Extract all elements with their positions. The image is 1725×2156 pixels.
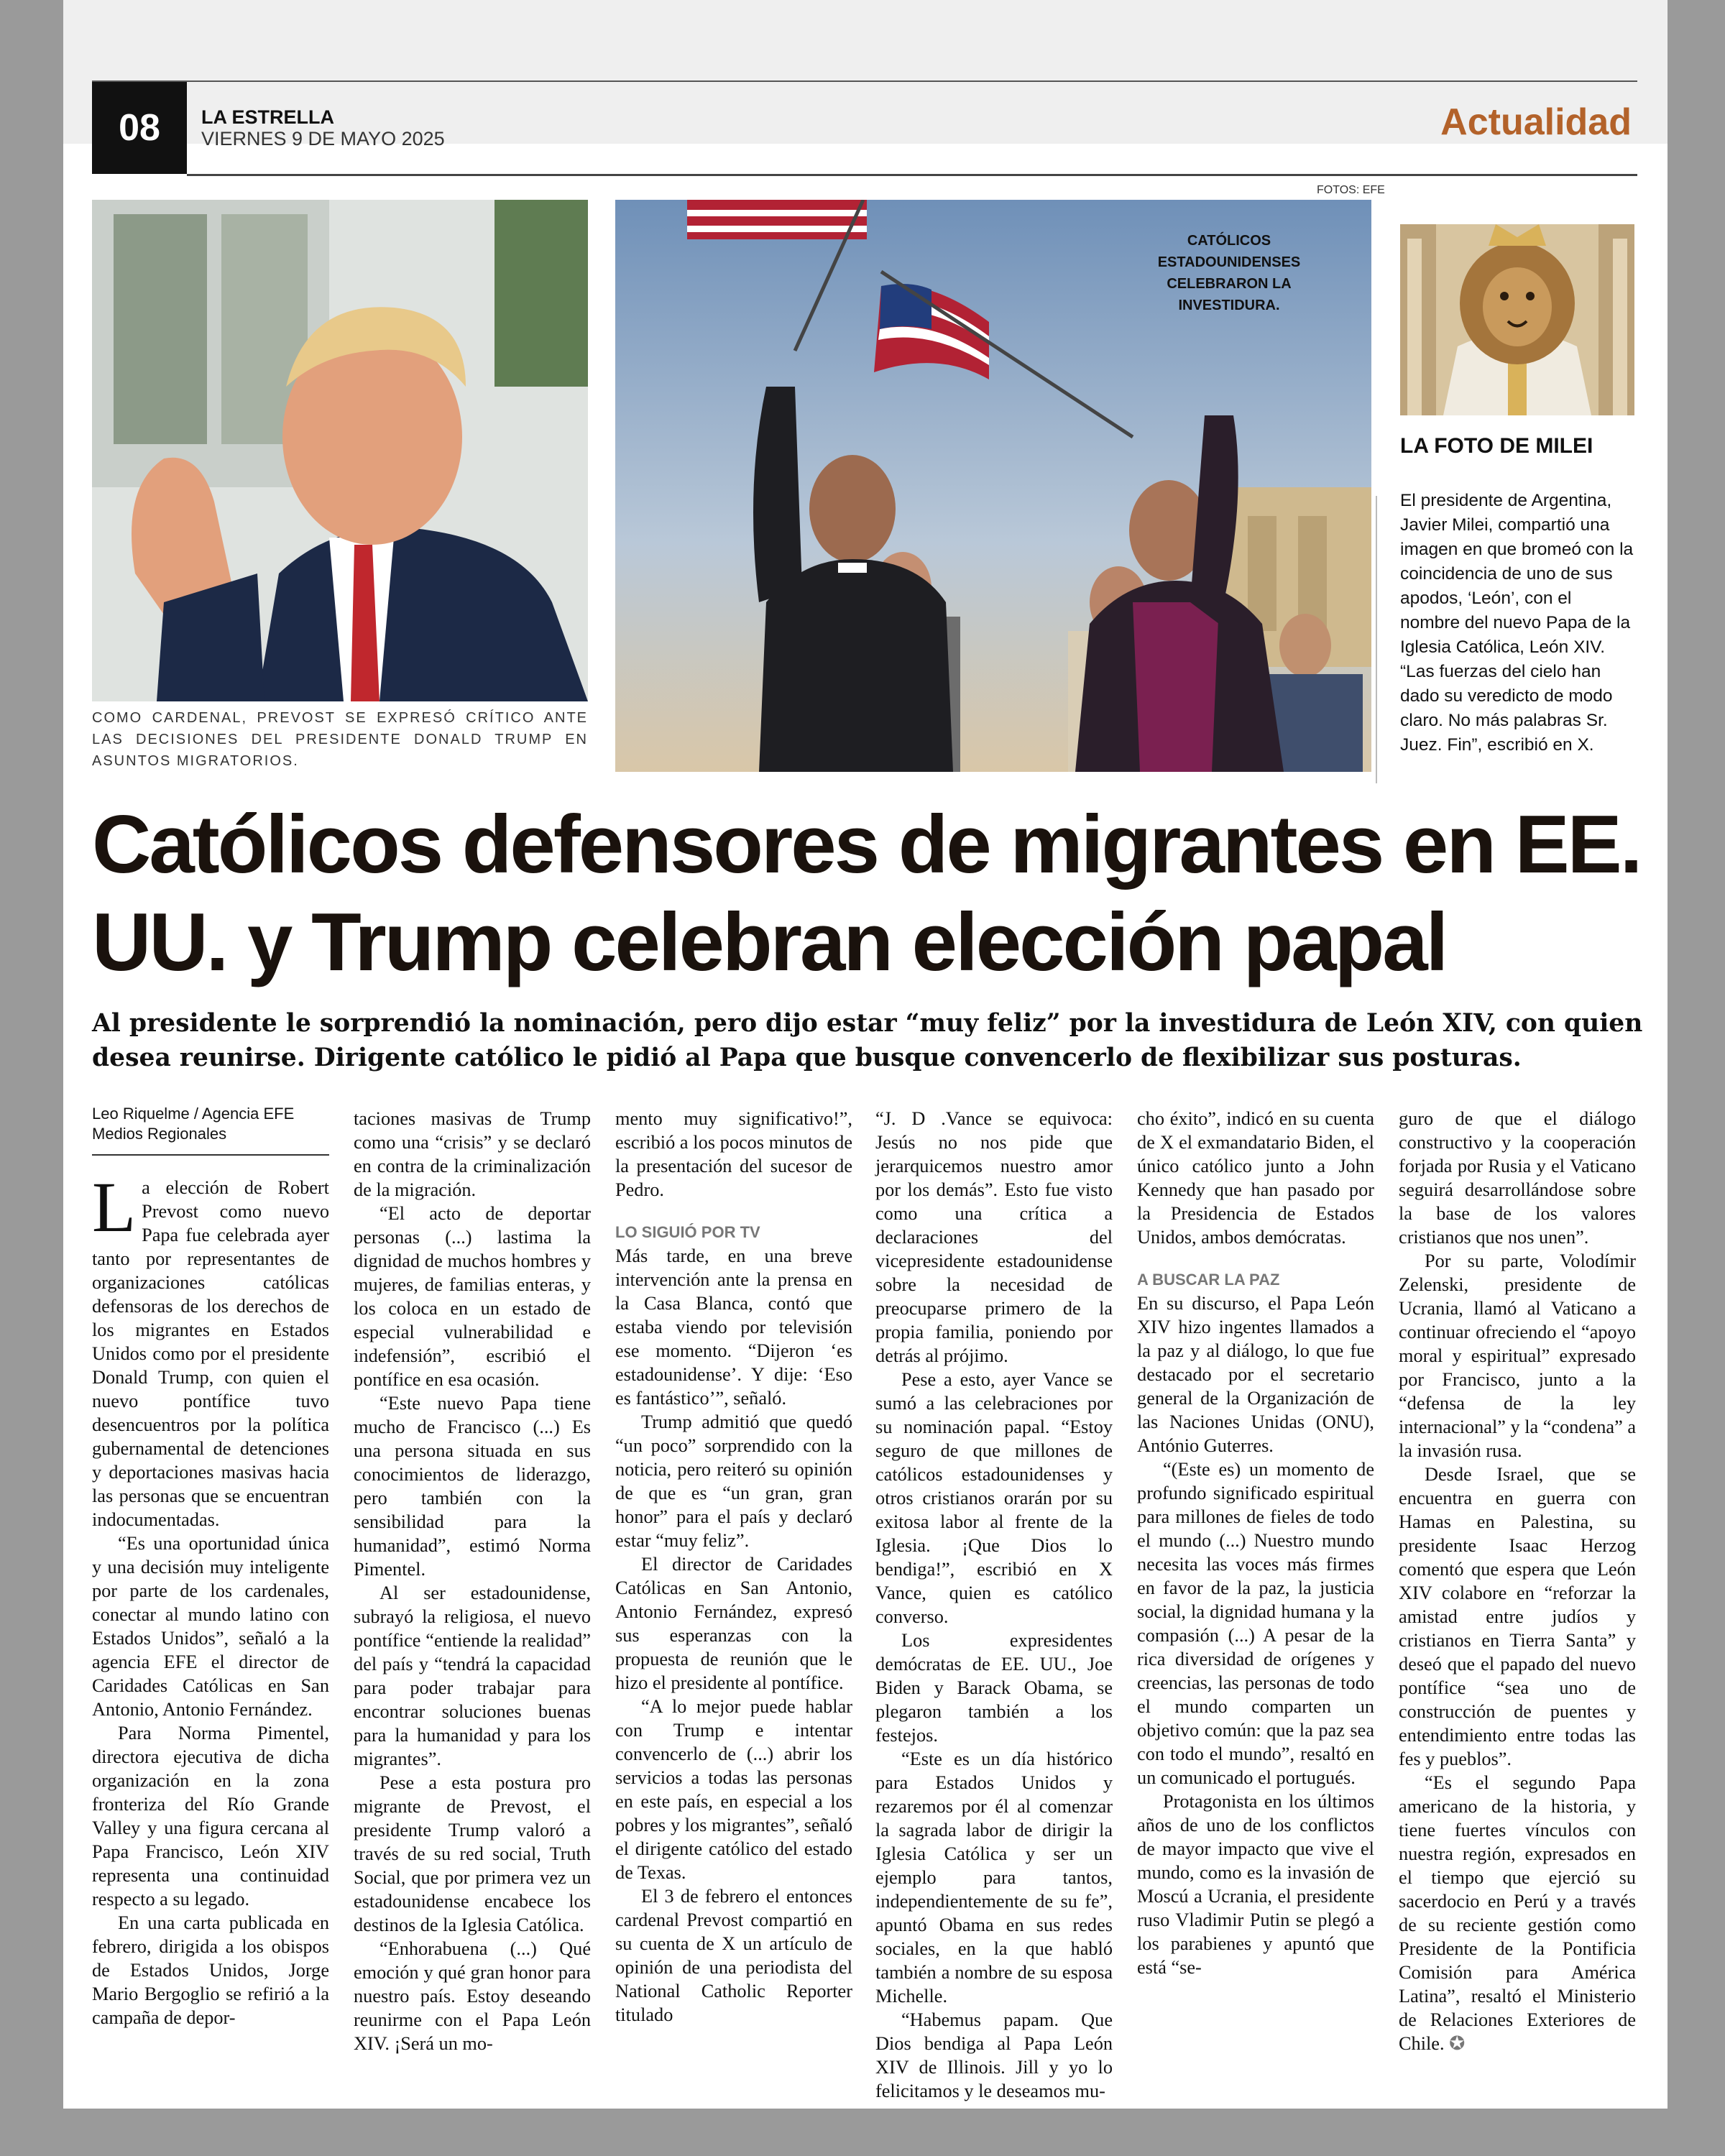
subhead: LO SIGUIÓ POR TV: [615, 1223, 760, 1241]
deck: Al presidente le sorprendió la nominación, pero dijo estar “muy feliz” por la investidura de León XIV, con quien desea reunirse. Dirigente católico le pidió al Papa que busque convencerlo de flexibilizar sus posturas.: [92, 1009, 1643, 1072]
paragraph: Pese a esta postura pro migrante de Prevost, el presidente Trump valoró a través de su red social, Truth Social, que por primera vez un estadounidense encabece los destinos de la Iglesia Católica.: [354, 1772, 591, 1935]
top-rule: [92, 80, 1637, 82]
byline-outlet: Medios Regionales: [92, 1125, 227, 1143]
byline: [92, 1104, 294, 1144]
paragraph: “Este es un día histórico para Estados Unidos y rezaremos por él al comenzar la sagrada labor de dirigir la Iglesia Católica y ser un ejemplo para tantos, independientemente de su fe”, apuntó Obama en sus redes sociales, en la que habló también a nombre de su esposa Michelle.: [875, 1749, 1113, 2007]
column-3: [615, 1107, 852, 2027]
paragraph: guro de que el diálogo constructivo y la cooperación forjada por Rusia y el Vaticano seguirá desarrollándose sobre la base de los valores cristianos que nos unen”.: [1399, 1108, 1636, 1248]
issue-date: VIERNES 9 DE MAYO 2025: [201, 128, 445, 149]
paragraph: Pese a esto, ayer Vance se sumó a las celebraciones por su nominación papal. “Estoy seguro de que millones de católicos estadounidenses y otros cristianos orarán por su exitosa labor al frente de la Iglesia. ¡Que Dios lo bendiga!”, escribió en X Vance, quien es católico converso.: [875, 1369, 1113, 1627]
column-2: [354, 1107, 591, 2055]
paragraph: Protagonista en los últimos años de uno de los conflictos de mayor impacto que vive el mundo, como es la invasión de Moscú a Ucrania, el presidente ruso Vladimir Putin se plegó a los parabienes y apuntó que está “se-: [1137, 1791, 1374, 1978]
paragraph: “Habemus papam. Que Dios bendiga al Papa León XIV de Illinois. Jill y yo lo felicitamos y le deseamos mu-: [875, 2009, 1113, 2101]
paragraph-text: a elección de Robert Prevost como nuevo Papa fue celebrada ayer tanto por representantes de organizaciones católicas defensoras de los derechos de los migrantes en Estados Unidos como por el presidente Donald Trump, con quien el nuevo pontífice tuvo desencuentros por la política gubernamental de detenciones y deportaciones masivas hacia las personas que se encuentran indocumentadas.: [92, 1177, 329, 1530]
milei-lion-photo: [1400, 224, 1634, 415]
paragraph: El 3 de febrero el entonces cardenal Prevost compartió en su cuenta de X un artículo de opinión de una periodista del National Catholic Reporter titulado: [615, 1886, 852, 2025]
column-4: [875, 1107, 1113, 2103]
paragraph: “J. D .Vance se equivoca: Jesús no nos pide que jerarquicemos nuestro amor por los demás”. Esto fue visto como una crítica a declaraciones del vicepresidente estadounidense sobre la necesidad de preocuparse primero de la propia familia, poniendo por detrás al prójimo.: [875, 1108, 1113, 1366]
paragraph: En su discurso, el Papa León XIV hizo ingentes llamados a la paz y al diálogo, lo que fue destacado por el secretario general de la Organización de las Naciones Unidas (ONU), António Guterres.: [1137, 1293, 1374, 1456]
paragraph: [92, 1167, 329, 1531]
column-6: [1399, 1107, 1636, 2055]
drop-cap: L: [92, 1167, 137, 1247]
paragraph: “Es una oportunidad única y una decisión muy inteligente por parte de los cardenales, conectar al mundo latino con Estados Unidos”, señaló a la agencia EFE el director de Caridades Católicas en San Antonio, Antonio Fernández.: [92, 1533, 329, 1720]
paragraph: Trump admitió que quedó “un poco” sorprendido con la noticia, pero reiteró su opinión de que es “un gran, gran honor” para el país y declaró estar “muy feliz”.: [615, 1411, 852, 1551]
paragraph: “El acto de deportar personas (...) lastima la dignidad de muchos hombres y mujeres, de familias enteras, y los coloca en un estado de especial vulnerabilidad e indefensión”, escribió el pontífice en esa ocasión.: [354, 1203, 591, 1390]
paragraph: Desde Israel, que se encuentra en guerra con Hamas en Palestina, su presidente Isaac Herzog comentó que espera que León XIV colabore en “reforzar la amistad entre judíos y cristianos en Tierra Santa” y deseó que el papado del nuevo pontífice “sea uno de construcción de puentes y entendimiento entre todas las fes y pueblos”.: [1399, 1464, 1636, 1769]
paragraph: El director de Caridades Católicas en San Antonio, Antonio Fernández, expresó sus esperanzas con la propuesta de reunión que le hizo el presidente al pontífice.: [615, 1554, 852, 1693]
paragraph: Al ser estadounidense, subrayó la religiosa, el nuevo pontífice “entiende la realidad” del país y “tendrá la capacidad para poder trabajar para encontrar soluciones buenas para la humanidad y para los migrantes”.: [354, 1583, 591, 1769]
page-number: 08: [92, 82, 187, 174]
column-5: [1137, 1107, 1374, 1979]
trump-photo-caption: COMO CARDENAL, PREVOST SE EXPRESÓ CRÍTICO ANTE LAS DECISIONES DEL PRESIDENTE DONALD TRUMP EN ASUNTOS MIGRATORIOS.: [92, 710, 588, 769]
paragraph-text: “Es el segundo Papa americano de la historia, y tiene fuertes vínculos con nuestra región, expresados en el tiempo que ejerció su sacerdocio en Perú y a través de su reciente gestión como Presidente de la Pontificia Comisión para América Latina”, resaltó el Ministerio de Relaciones Exteriores de Chile.: [1399, 1772, 1636, 2054]
sidebar-title: LA FOTO DE MILEI: [1400, 434, 1593, 458]
sidebar-divider: [1376, 496, 1377, 783]
paragraph: taciones masivas de Trump como una “crisis” y se declaró en contra de la criminalización de la migración.: [354, 1108, 591, 1200]
paragraph: “(Este es) un momento de profundo significado espiritual para millones de fieles de todo el mundo (...) Nuestro mundo necesita las voces más firmes en favor de la paz, la justicia social, la dignidad humana y la compasión (...) A pesar de la rica diversidad de orígenes y creencias, las personas de todo el mundo comparten un objetivo común: que la paz sea con todo el mundo”, resaltó en un comunicado el portugués.: [1137, 1459, 1374, 1788]
paragraph: Por su parte, Volodímir Zelenski, presidente de Ucrania, llamó al Vaticano a continuar ofreciendo el “apoyo moral y espiritual” expresado por Francisco, junto a la “defensa de la ley internacional” y la “condena” a la invasión rusa.: [1399, 1250, 1636, 1461]
paragraph: mento muy significativo!”, escribió a los pocos minutos de la presentación del sucesor de Pedro.: [615, 1108, 852, 1200]
paragraph: Para Norma Pimentel, directora ejecutiva de dicha organización en la zona fronteriza del Río Grande Valley y una figura cercana al Papa Francisco, León XIV representa una continuidad respecto a su legado.: [92, 1723, 329, 1909]
subhead: A BUSCAR LA PAZ: [1137, 1271, 1280, 1289]
paragraph: “Enhorabuena (...) Qué emoción y qué gran honor para nuestro país. Estoy deseando reunirme con el Papa León XIV. ¡Será un mo-: [354, 1938, 591, 2054]
publication-name: LA ESTRELLA: [201, 106, 334, 128]
paragraph: Más tarde, en una breve intervención ante la prensa en la Casa Blanca, contó que estaba viendo por televisión ese momento. “Dijeron ‘es estadounidense’. Y dije: ‘Eso es fantástico’”, señaló.: [615, 1245, 852, 1409]
photo-credit: FOTOS: EFE: [1317, 184, 1385, 196]
paragraph: Los expresidentes demócratas de EE. UU., Joe Biden y Barack Obama, se plegaron también a los festejos.: [875, 1630, 1113, 1746]
section-name: Actualidad: [1440, 101, 1632, 143]
paragraph: “Este nuevo Papa tiene mucho de Francisco (...) Es una persona situada en sus conocimientos de liderazgo, pero también con la sensibilidad para la humanidad”, estimó Norma Pimentel.: [354, 1393, 591, 1580]
paragraph: “A lo mejor puede hablar con Trump e intentar convencerlo de (...) abrir los servicios a todas las personas en este país, en especial a los pobres y los migrantes”, señaló el dirigente católico del estado de Texas.: [615, 1696, 852, 1883]
paragraph: cho éxito”, indicó en su cuenta de X el exmandatario Biden, el único católico junto a John Kennedy que han pasado por la Presidencia de Estados Unidos, ambos demócratas.: [1137, 1108, 1374, 1248]
header-rule: [187, 174, 1637, 176]
byline-author: Leo Riquelme / Agencia EFE: [92, 1105, 295, 1123]
crowd-photo-caption: CATÓLICOS ESTADOUNIDENSES CELEBRARON LA INVESTIDURA.: [1157, 233, 1301, 313]
end-mark-icon: ✪: [1449, 2033, 1466, 2054]
byline-rule: [92, 1154, 329, 1156]
paragraph: En una carta publicada en febrero, dirigida a los obispos de Estados Unidos, Jorge Mario Bergoglio se refirió a la campaña de depor-: [92, 1912, 329, 2028]
headline: Católicos defensores de migrantes en EE. UU. y Trump celebran elección papal: [92, 799, 1641, 988]
sidebar-body: El presidente de Argentina, Javier Milei, compartió una imagen en que bromeó con la coincidencia de uno de sus apodos, ‘León’, con el nombre del nuevo Papa de la Iglesia Católica, León XIV. “Las fuerzas del cielo han dado su veredicto de modo claro. No más palabras Sr. Juez. Fin”, escribió en X.: [1400, 491, 1634, 755]
column-1: [92, 1167, 329, 2030]
trump-photo: [92, 200, 588, 701]
paragraph: [1399, 1771, 1636, 2055]
